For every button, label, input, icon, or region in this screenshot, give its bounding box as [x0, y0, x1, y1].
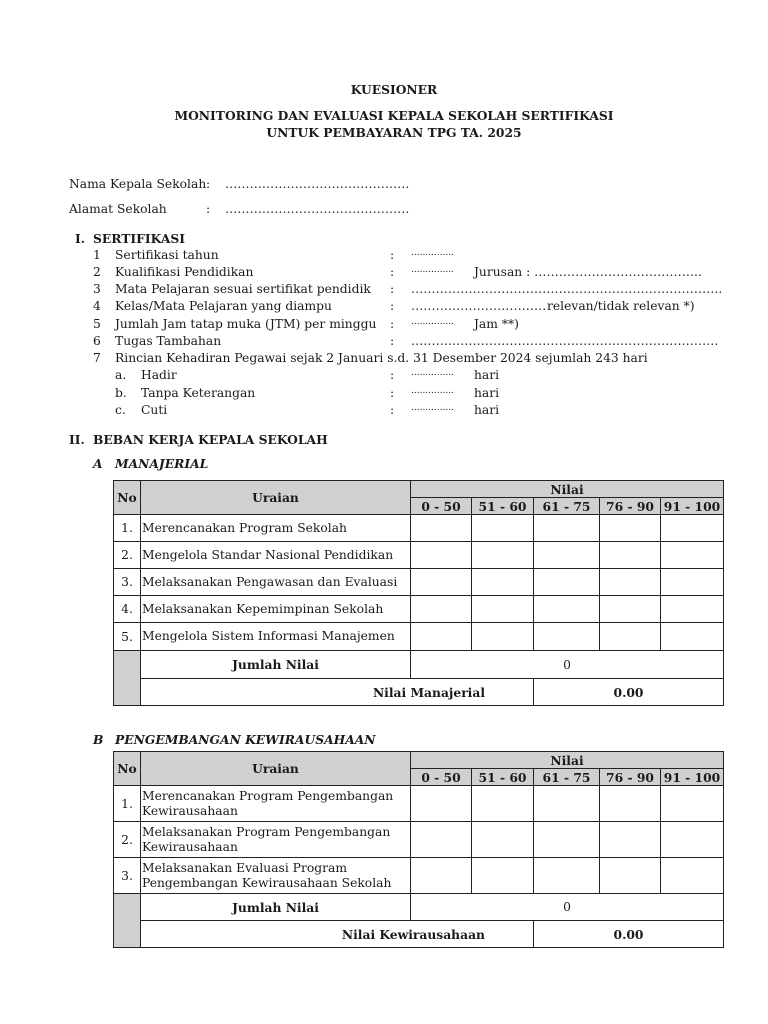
entrepreneurship-score-value: 0.00 — [534, 921, 724, 948]
table-row — [114, 858, 724, 894]
score-cell[interactable] — [661, 596, 724, 623]
score-cell[interactable] — [534, 515, 600, 542]
score-cell[interactable] — [472, 569, 534, 596]
header-uraian: Uraian — [141, 481, 411, 515]
colon: : — [390, 403, 395, 417]
row-text: Melaksanakan Pengawasan dan Evaluasi — [141, 569, 411, 596]
certification-year-field[interactable]: ............... — [411, 248, 454, 258]
days-unit: hari — [474, 386, 500, 400]
colon: : — [390, 248, 395, 262]
score-cell[interactable] — [472, 542, 534, 569]
table-row — [114, 822, 724, 858]
managerial-score-label: Nilai Manajerial — [141, 679, 534, 706]
score-cell[interactable] — [661, 515, 724, 542]
colon: : — [390, 368, 395, 382]
colon: : — [390, 299, 395, 313]
header-range: 61 - 75 — [534, 769, 600, 786]
score-cell[interactable] — [534, 596, 600, 623]
score-cell[interactable] — [600, 623, 661, 651]
score-cell[interactable] — [600, 786, 661, 822]
subsection-a-title: MANAJERIAL — [115, 456, 209, 471]
item-number: 4 — [93, 299, 101, 313]
school-head-name-field[interactable]: ……………………………………… — [225, 177, 410, 191]
additional-duty-field[interactable]: ………………………………………………………………… — [411, 334, 719, 348]
header-range: 76 - 90 — [600, 769, 661, 786]
entrepreneurship-table — [113, 751, 724, 948]
colon: : — [390, 265, 395, 279]
row-text-line: Kewirausahaan — [142, 839, 238, 854]
total-value: 0 — [411, 894, 724, 921]
table-row — [114, 569, 724, 596]
score-cell[interactable] — [534, 542, 600, 569]
score-cell[interactable] — [472, 822, 534, 858]
item-label: Mata Pelajaran sesuai sertifikat pendidik — [115, 282, 371, 296]
present-days-field[interactable]: ............... — [411, 368, 454, 378]
header-range: 0 - 50 — [411, 769, 472, 786]
score-cell[interactable] — [411, 596, 472, 623]
header-range: 51 - 60 — [472, 769, 534, 786]
subsection-b-letter: B — [93, 732, 104, 747]
row-text: Mengelola Sistem Informasi Manajemen — [141, 623, 411, 651]
colon: : — [390, 317, 395, 331]
total-label: Jumlah Nilai — [141, 894, 411, 921]
row-number: 3. — [114, 858, 141, 894]
item-label: Sertifikasi tahun — [115, 248, 219, 262]
row-number: 1. — [114, 515, 141, 542]
score-cell[interactable] — [661, 822, 724, 858]
sub-letter: b. — [115, 386, 127, 400]
days-unit: hari — [474, 368, 500, 382]
row-text — [141, 786, 411, 822]
row-text — [141, 822, 411, 858]
school-address-field[interactable]: ……………………………………… — [225, 202, 410, 216]
score-cell[interactable] — [600, 822, 661, 858]
row-text: Mengelola Standar Nasional Pendidikan — [141, 542, 411, 569]
attendance-label: Hadir — [141, 368, 177, 382]
item-label: Jumlah Jam tatap muka (JTM) per minggu — [115, 317, 377, 331]
score-cell[interactable] — [472, 786, 534, 822]
score-cell[interactable] — [534, 786, 600, 822]
score-cell[interactable] — [411, 822, 472, 858]
absent-days-field[interactable]: ............... — [411, 386, 454, 396]
entrepreneurship-score-label: Nilai Kewirausahaan — [141, 921, 534, 948]
colon: : — [390, 334, 395, 348]
doc-title: KUESIONER — [350, 82, 438, 97]
score-cell[interactable] — [411, 786, 472, 822]
item-label: Kualifikasi Pendidikan — [115, 265, 254, 279]
section-1-number: I. — [75, 231, 86, 246]
score-cell[interactable] — [472, 623, 534, 651]
leave-days-field[interactable]: ............... — [411, 403, 454, 413]
score-cell[interactable] — [661, 786, 724, 822]
item-number: 6 — [93, 334, 101, 348]
managerial-score-value: 0.00 — [534, 679, 724, 706]
score-cell[interactable] — [600, 515, 661, 542]
header-nilai: Nilai — [411, 752, 724, 769]
header-range: 91 - 100 — [661, 769, 724, 786]
doc-subtitle-2: UNTUK PEMBAYARAN TPG TA. 2025 — [266, 125, 522, 140]
table-row — [114, 623, 724, 651]
total-value: 0 — [411, 651, 724, 679]
score-cell[interactable] — [600, 858, 661, 894]
row-number: 4. — [114, 596, 141, 623]
colon: : — [206, 202, 211, 216]
shaded-cell — [114, 651, 141, 706]
score-cell[interactable] — [661, 569, 724, 596]
header-nilai: Nilai — [411, 481, 724, 498]
table-row — [114, 596, 724, 623]
row-text — [141, 858, 411, 894]
colon: : — [206, 177, 211, 191]
row-number: 2. — [114, 542, 141, 569]
header-no: No — [114, 481, 141, 515]
sub-letter: a. — [115, 368, 127, 382]
row-text-line: Melaksanakan Program Pengembangan — [142, 824, 391, 839]
score-cell[interactable] — [661, 623, 724, 651]
score-cell[interactable] — [411, 515, 472, 542]
days-unit: hari — [474, 403, 500, 417]
section-2-title: BEBAN KERJA KEPALA SEKOLAH — [93, 432, 328, 447]
item-number: 7 — [93, 351, 101, 365]
managerial-table — [113, 480, 724, 706]
item-number: 2 — [93, 265, 101, 279]
doc-subtitle-1: MONITORING DAN EVALUASI KEPALA SEKOLAH SERTIFIKASI — [174, 108, 614, 123]
shaded-cell — [114, 894, 141, 948]
subsection-a-letter: A — [93, 456, 103, 471]
row-text-line: Pengembangan Kewirausahaan Sekolah — [142, 875, 392, 890]
score-cell[interactable] — [661, 542, 724, 569]
score-cell[interactable] — [472, 596, 534, 623]
attendance-label: Tanpa Keterangan — [141, 386, 256, 400]
header-range: 51 - 60 — [472, 498, 534, 515]
score-cell[interactable] — [600, 596, 661, 623]
header-range: 76 - 90 — [600, 498, 661, 515]
item-number: 1 — [93, 248, 101, 262]
table-row — [114, 542, 724, 569]
header-range: 91 - 100 — [661, 498, 724, 515]
row-number: 2. — [114, 822, 141, 858]
teaching-hours-field[interactable]: ............... — [411, 317, 454, 327]
score-cell[interactable] — [661, 858, 724, 894]
class-subject-field[interactable]: …………………………… — [411, 299, 547, 313]
row-number: 5. — [114, 623, 141, 651]
score-cell[interactable] — [534, 569, 600, 596]
major-field[interactable]: Jurusan : ………………………………….. — [474, 265, 702, 279]
certified-subject-field[interactable]: …………………………………………………………………. — [411, 282, 723, 296]
header-uraian: Uraian — [141, 752, 411, 786]
relevance-note: relevan/tidak relevan *) — [547, 299, 695, 313]
item-label: Tugas Tambahan — [115, 334, 222, 348]
table-row — [114, 515, 724, 542]
row-text-line: Merencanakan Program Pengembangan — [142, 788, 394, 803]
colon: : — [390, 386, 395, 400]
header-range: 0 - 50 — [411, 498, 472, 515]
item-label: Kelas/Mata Pelajaran yang diampu — [115, 299, 332, 313]
score-cell[interactable] — [534, 858, 600, 894]
row-text: Melaksanakan Kepemimpinan Sekolah — [141, 596, 411, 623]
score-cell[interactable] — [411, 569, 472, 596]
table-row — [114, 786, 724, 822]
colon: : — [390, 282, 395, 296]
score-cell[interactable] — [534, 822, 600, 858]
score-cell[interactable] — [472, 515, 534, 542]
row-text: Merencanakan Program Sekolah — [141, 515, 411, 542]
section-1-title: SERTIFIKASI — [93, 231, 186, 246]
row-text-line: Melaksanakan Evaluasi Program — [142, 860, 347, 875]
score-cell[interactable] — [600, 542, 661, 569]
header-no: No — [114, 752, 141, 786]
school-address-label: Alamat Sekolah — [69, 202, 167, 216]
item-number: 3 — [93, 282, 101, 296]
score-cell[interactable] — [600, 569, 661, 596]
section-2-number: II. — [69, 432, 85, 447]
score-cell[interactable] — [411, 623, 472, 651]
total-label: Jumlah Nilai — [141, 651, 411, 679]
school-head-name-label: Nama Kepala Sekolah — [69, 177, 207, 191]
subsection-b-title: PENGEMBANGAN KEWIRAUSAHAAN — [115, 732, 376, 747]
hours-unit: Jam **) — [474, 317, 519, 331]
item-number: 5 — [93, 317, 101, 331]
score-cell[interactable] — [411, 542, 472, 569]
score-cell[interactable] — [472, 858, 534, 894]
row-number: 3. — [114, 569, 141, 596]
attendance-summary: Rincian Kehadiran Pegawai sejak 2 Januari s.d. 31 Desember 2024 sejumlah 243 hari — [115, 351, 648, 365]
row-number: 1. — [114, 786, 141, 822]
qualification-field[interactable]: ............... — [411, 265, 454, 275]
row-text-line: Kewirausahaan — [142, 803, 238, 818]
score-cell[interactable] — [534, 623, 600, 651]
score-cell[interactable] — [411, 858, 472, 894]
sub-letter: c. — [115, 403, 126, 417]
attendance-label: Cuti — [141, 403, 168, 417]
header-range: 61 - 75 — [534, 498, 600, 515]
